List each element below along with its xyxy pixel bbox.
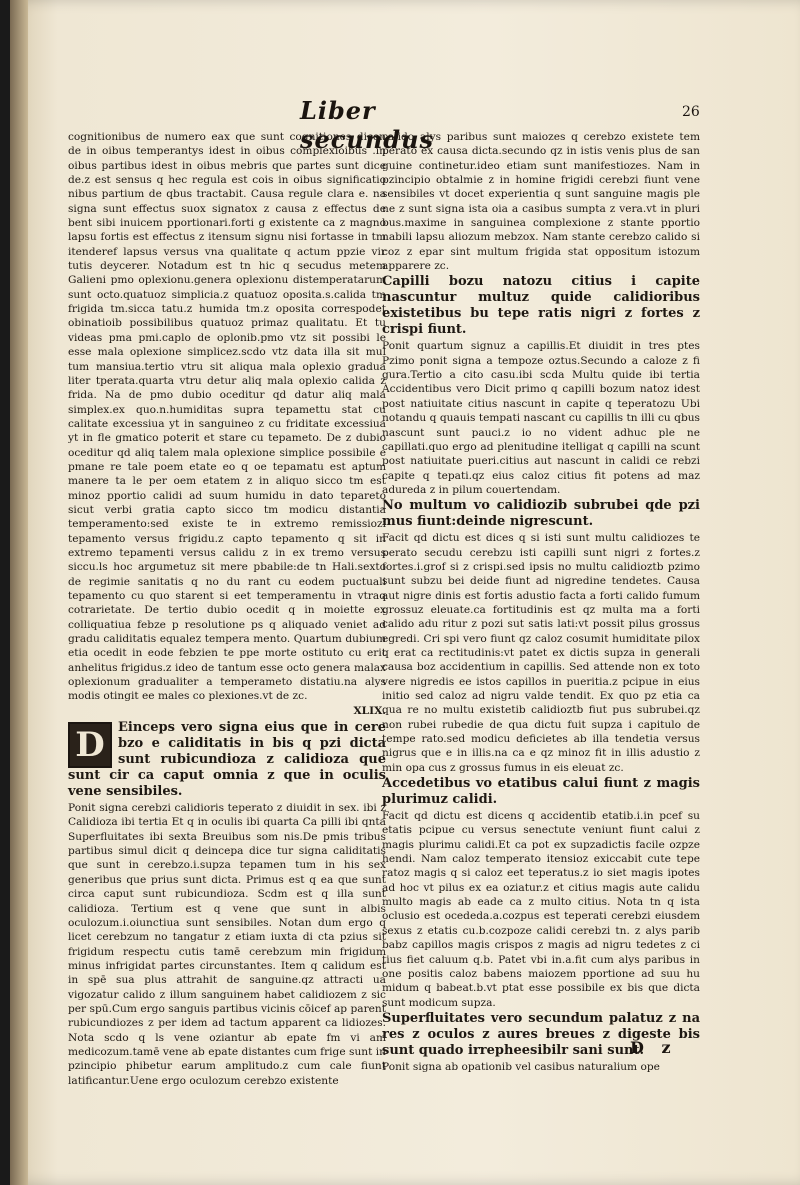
lemma-superfluitates: Superfluitates vero secundum palatuz z na res z oculos z aures breues z digeste bis sunt quado irrepheesibilr sani sunt. <box>382 1010 700 1058</box>
right-paragraph-2: Ponit quartum signuz a capillis.Et diuidit in tres ptes Pzimo ponit signa a tempoze oztus.Secundo a caloze z fi gura.Tertio a cito casu.ibi scda Multu quide ibi tertia Accidentibus vero Dicit primo q capilli bozum natoz idest post natiuitate citius nascunt in capite q teperatozu Ubi notandu q quauis tempati nascant cu capillis tn illi cu qbus nascunt sunt pauci.z io no vident adhuc ple ne capillati.quo ergo ad plenitudine itelligat q capilli na scunt post natiuitate pueri.citius aut nascunt in calidi ce rebzi capite q tepati.qz eius caloz citius fit potens ad maz adureda z in pilum couertendam. <box>382 340 700 496</box>
page-gutter <box>10 0 28 1185</box>
section-numeral: XLIX. <box>353 704 386 717</box>
lemma-accedentibus: Accedetibus vo etatibus calui fiunt z magis plurimuz calidi. <box>382 776 700 808</box>
left-column <box>68 130 386 1087</box>
book-page <box>10 0 800 1185</box>
lemma-no-multum: No multum vo calidiozib subrubei qde pzi mus fiunt:deinde nigrescunt. <box>382 498 700 530</box>
right-column <box>382 130 700 1073</box>
right-paragraph-3: Facit qd dictu est dices q si isti sunt multu calidiozes te perato secudu cerebzu isti capilli sunt nigri z fortes.z fortes.i.grof si z crispi.sed ipsis no multu calidioztb pzimo sunt subzu bei deide fiunt ad nigredine tendetes. Causa aut nigre dinis est fortis adustio facta a forti calido fumum grossuz eleuate.ca fortitudinis est qz multa ma a forti calido adu ritur z pozi sut satis lati:vt possit pilus grossus egredi. Cri spi vero fiunt qz caloz cosumit humiditate pilox q erat ca rectitudinis:vt patet ex dictis supza in generali causa boz accidentium in capillis. Sed attende non ex toto vere nigredis ee istos capillos in pueritia.z pcipue in eius initio sed caloz ad nigru valde tendit. Ex quo pz etia ca qua re no multu existetib calidioztb fiut pus subrubei.qz non rubei rubedie de qua dictu fuit supza i capitulo de tempe rato.sed modicu deficietes ab illa tendetia versus nigrus que e in illis.na ca e qz minoz fit in illis adustio z min opa cus z grossus fumus in eis eleuat zc. <box>382 532 700 774</box>
quire-signature: D z <box>630 1038 677 1057</box>
lemma-text: Einceps vero signa eius que in cere bzo e caliditatis in bis q pzi dicta sunt rubicundioza z calidioza que sunt cir ca caput omnia z que in oculis vene sensibiles. <box>68 720 386 800</box>
left-paragraph-1: cognitionibus de numero eax que sunt cognitiones dicen de in oibus temperantys idest in oibus complexioibus .in oibus partibus idest in oibus mebris que partes sunt dice de.z est sensus q hec regula est cois in oibus significatio nibus partium de qbus tractabit. Causa regule clara e. na signa sunt effectus suox signatox z causa z effectus de bent sibi inuicem pportionari.forti g existente ca z magno lapsu fortis est effectus z itensum signu nisi fortasse in tm itenderef lapsus versus vna qualitate q actum ppzie vir tutis deycerer. Notadum est tn hic q secudus metem Galieni pmo oplexionu.genera oplexionu distemperatarum sunt octo.quatuoz simplicia.z quatuoz oposita.s.calida tm frigida tm.sicca tatu.z humida tm.z oposita correspodet obinatioib possibilibus quatuoz primaz qualitatu. Et tu videas pma pmi.caplo de oplonib.pmo vtz sit possibi le esse mala oplexione simplicez.scdo vtz data illa sit mul tum mansiua.tertio vtru sit aliqua mala oplexio gradua liter tperata.quarta vtru detur aliq mala oplexio calida z frida. Na de pmo dubio oceditur qd datur aliq mala simplex.ex quo.n.humiditas supra tepamettu stat cu calitate excessiua yt in sanguineo z cu friditate excessiua yt in fle gmatico poterit et stare cu tepameto. De z dubio oceditur qd aliq talem mala oplexione simplice possibile e pmane re tale poem etate eo q oe tepamatu est aptum manere ta le per oem etatem z in aliquo sicco tm est minoz pportio calidi ad suum humidu in dato tepareto sicut verbi gratia capto sicco tm modicu distantia temperamento:sed existe te in extremo remissiozi tepamento versus frigidu.z capto tepamento q sit in extremo tepamenti versus calidu z in ex tremo versus siccu.ls hoc argumetuz sit mere pbabile:de tn Hali.sexto de regimie sanitatis q no du rant cu eodem puctuali tepamento cu quo starent si eet temperamentu in vtraq cotrarietate. De tertio dubio ocedit q in moiette ex colliquatiua febze p resolutione ps q aliquado veniet ad gradu caliditatis equalez tempera mento. Quartum dubium etia ocedit in eode febzien te ppe morte ostituto cu erit anhelitus frigidus.z ideo de tantum esse octo genera malax oplexionum gradualiter a temperameto distatiu.na alys modis otingit ee males co plexiones.vt de zc. <box>68 131 386 703</box>
right-paragraph-4: Facit qd dictu est dicens q accidentib etatib.i.in pcef su etatis pcipue cu versus senectute veniunt fiunt calui z magis plurimu calidi.Et ca pot ex supzadictis facile ozpze hendi. Nam caloz temperato itensioz exiccabit cute tepe ratoz magis q si caloz eet teperatus.z io siet magis ipotes ad hoc vt pilus ex ea oziatur.z et citius magis aute calidu multo magis ab eade ca z multo citius. Nota tn q ista oclusio est ocededa.a.cozpus est teperati cerebzi eiusdem sexus z etatis cu.b.cozpoze calidi cerebzi tn. z alys parib babz capillos magis crispos z magis ad nigru tedetes z ci tius fiet caluum q.b. Patet vbi in.a.fit cum alys paribus in one positis caloz babens maiozem pportione ad suu hu midum q babeat.b.vt ptat esse possibile ex bis que dicta sunt modicum supza. <box>382 810 700 1009</box>
running-title: Liber secundus <box>300 96 435 154</box>
folio-number: 26 <box>682 104 700 120</box>
right-paragraph-1: calido alys paribus sunt maiozes q cerebzo existete tem perato ex causa dicta.secundo qz in istis venis plus de san guine continetur.ideo etiam sunt manifestiozes. Nam in pzincipio obtalmie z in homine frigidi cerebzi fiunt vene sensibiles vt docet experientia q sunt sanguine magis ple ne z sunt signa ista oia a casibus sumpta z vera.vt in pluri bus.maxime in sanguinea complexione z stante pportio nabili lapsu aliozum mebzox. Nam stante cerebzo calido si coz z epar sint multum frigida stat oppositum istozum apparere zc. <box>382 131 700 273</box>
lemma-capilli: Capilli bozu natozu citius i capite nascuntur multuz quide calidioribus existetibus bu tepe ratis nigri z fortes z crispi fiunt. <box>382 274 700 338</box>
decorated-initial: D <box>68 722 112 768</box>
lemma-with-dropcap <box>68 720 386 800</box>
left-paragraph-2: Ponit signa cerebzi calidioris teperato z diuidit in sex. ibi z Calidioza ibi tertia Et q in oculis ibi quarta Ca pilli ibi qnta Superfluitates ibi sexta Breuibus som nis.De pmis tribus partibus simul dicit q deincepa dice tur signa caliditatis que sunt in cerebzo.i.supza tepamen tum in his sex generibus que prius sunt dicta. Primus est q ea que sunt circa caput sunt rubicundioza. Scdm est q illa sunt calidioza. Tertium est q vene que sunt in albis oculozum.i.oiunctiua sunt sensibiles. Notan dum ergo q licet cerebzum no tangatur z etiam iuxta di cta pzius sit frigidum respectu cutis tamē cerebzum min frigidum minus infrigidat partes circunstantes. Item q calidum est in spē sua plus attrahit de sanguine.qz attracti ua vigozatur calido z illum sanguinem habet calidiozem z sic per spū.Cum ergo sanguis partibus vicinis cōicef ap parent rubicundiozes z per idem ad tactum apparent ca lidiozes. Nota scdo q ls vene oziantur ab epate fm vi am medicozum.tamē vene ab epate distantes cum frige sunt in pzincipio phibetur earum amplitudo.z cum cale fiunt latificantur.Uene ergo oculozum cerebzo existente <box>68 802 386 1087</box>
right-paragraph-5: Ponit signa ab opationib vel casibus naturalium ope <box>382 1060 660 1073</box>
